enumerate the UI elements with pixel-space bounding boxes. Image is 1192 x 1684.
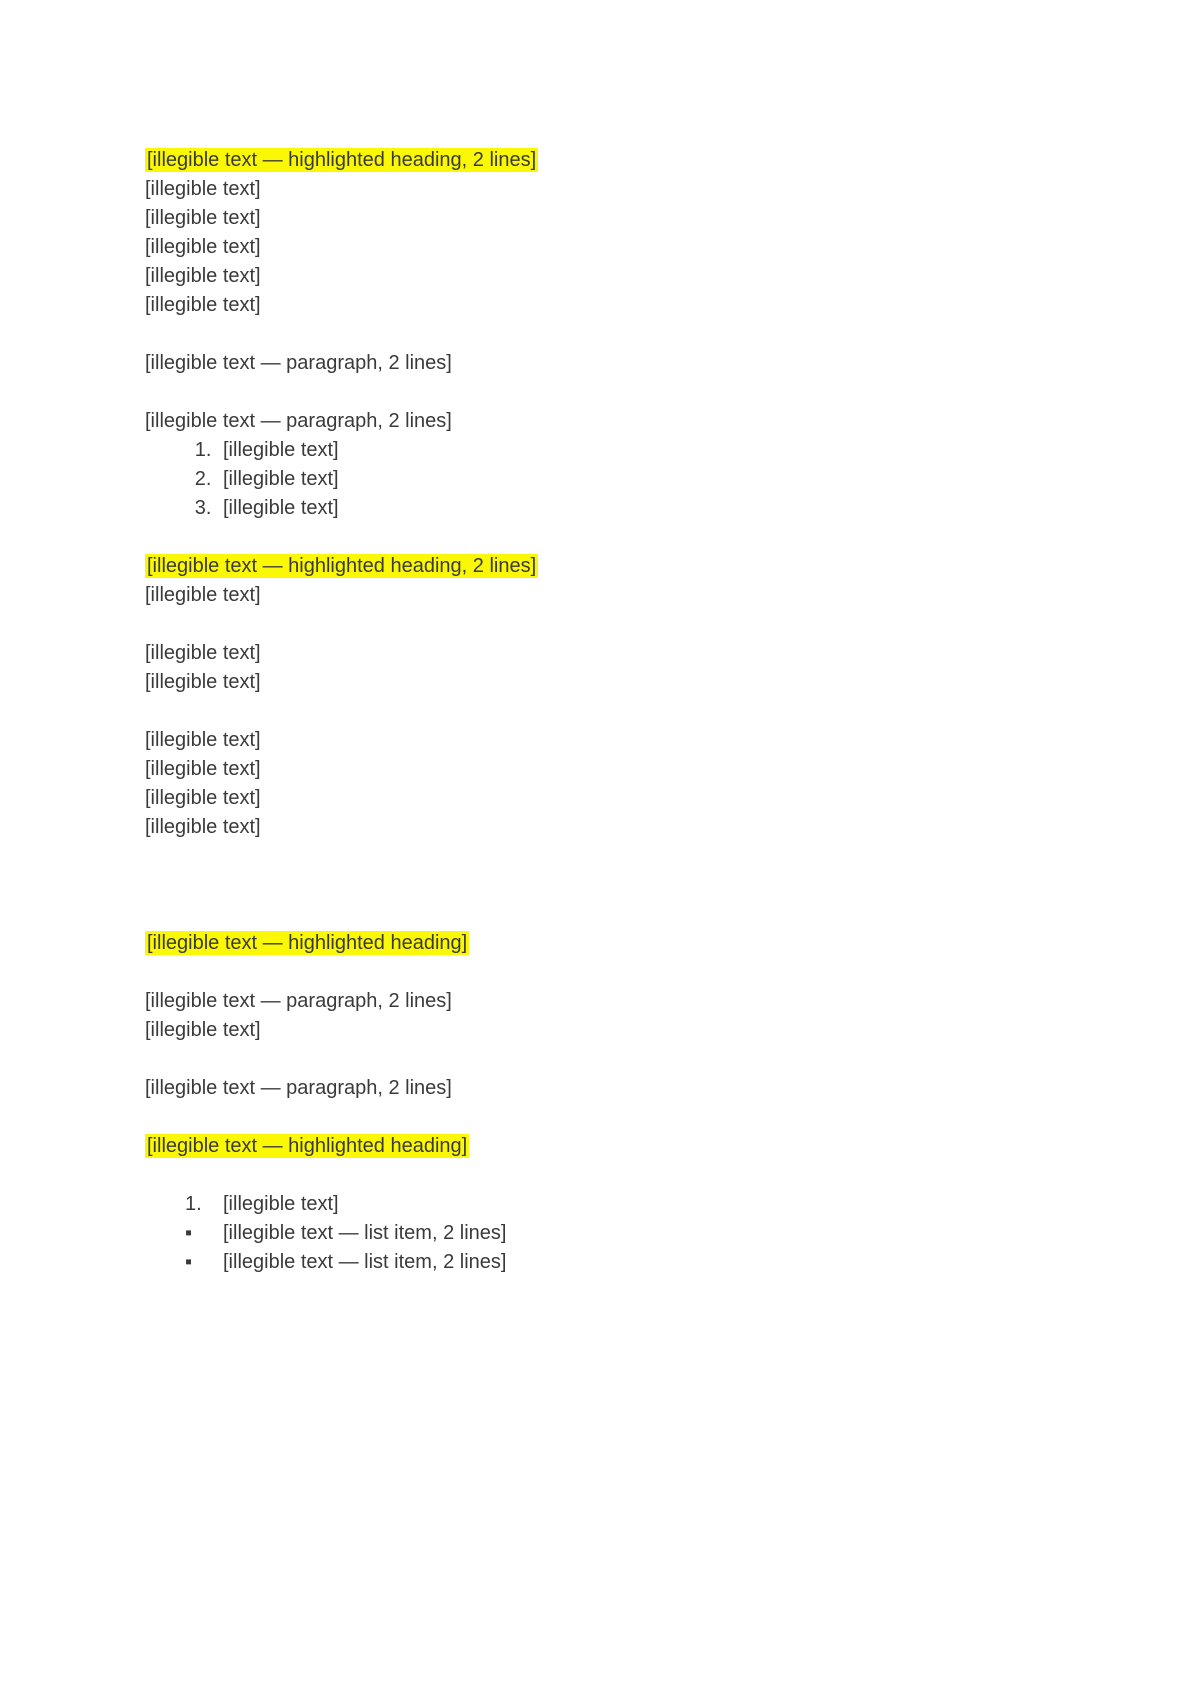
body-line: [illegible text]	[145, 642, 261, 664]
list-item	[185, 1219, 1045, 1248]
body-line: [illegible text]	[145, 816, 261, 838]
list-item-text: [illegible text — list item, 2 lines]	[223, 1251, 507, 1273]
list-item: 3. [illegible text]	[217, 494, 1045, 523]
list-item-text: [illegible text]	[223, 1193, 339, 1215]
section-heading	[145, 1132, 1045, 1161]
spacer	[145, 523, 1045, 552]
spacer	[145, 842, 1045, 900]
spacer	[145, 320, 1045, 349]
square-bullet-icon: ▪	[185, 1222, 193, 1244]
spacer	[145, 900, 1045, 929]
spacer	[145, 610, 1045, 639]
numbered-list	[145, 436, 1045, 523]
spacer	[145, 378, 1045, 407]
body-line: [illegible text]	[145, 787, 261, 809]
highlighted-heading: [illegible text — highlighted heading, 2 lines]	[147, 149, 537, 171]
highlighted-heading: [illegible text — highlighted heading]	[147, 932, 468, 954]
body-paragraph: [illegible text — paragraph, 2 lines]	[145, 990, 452, 1012]
section-heading	[145, 146, 1045, 175]
list-item	[185, 1248, 1045, 1277]
spacer	[145, 697, 1045, 726]
body-paragraph: [illegible text — paragraph, 2 lines]	[145, 1077, 452, 1099]
list-marker: 1.	[185, 1193, 202, 1215]
section-heading	[145, 552, 1045, 581]
body-line: [illegible text]	[145, 671, 261, 693]
body-line: [illegible text]	[145, 584, 261, 606]
section-heading	[145, 929, 1045, 958]
mixed-list	[145, 1190, 1045, 1277]
list-item	[185, 1190, 1045, 1219]
body-paragraph: [illegible text — paragraph, 2 lines]	[145, 410, 452, 432]
highlighted-heading: [illegible text — highlighted heading]	[147, 1135, 468, 1157]
spacer	[145, 1161, 1045, 1190]
spacer	[145, 1045, 1045, 1074]
body-line: [illegible text]	[145, 729, 261, 751]
square-bullet-icon: ▪	[185, 1251, 193, 1273]
list-item: 2. [illegible text]	[217, 465, 1045, 494]
body-line: [illegible text]	[145, 236, 261, 258]
body-line: [illegible text]	[145, 265, 261, 287]
list-item-text: [illegible text — list item, 2 lines]	[223, 1222, 507, 1244]
body-line: [illegible text]	[145, 1019, 261, 1041]
spacer	[145, 958, 1045, 987]
body-line: [illegible text]	[145, 758, 261, 780]
highlighted-heading: [illegible text — highlighted heading, 2 lines]	[147, 555, 537, 577]
body-paragraph: [illegible text — paragraph, 2 lines]	[145, 352, 452, 374]
spacer	[145, 1103, 1045, 1132]
list-item: 1. [illegible text]	[217, 436, 1045, 465]
document-body	[145, 146, 1045, 1277]
body-line: [illegible text]	[145, 178, 261, 200]
body-line: [illegible text]	[145, 207, 261, 229]
body-line: [illegible text]	[145, 294, 261, 316]
